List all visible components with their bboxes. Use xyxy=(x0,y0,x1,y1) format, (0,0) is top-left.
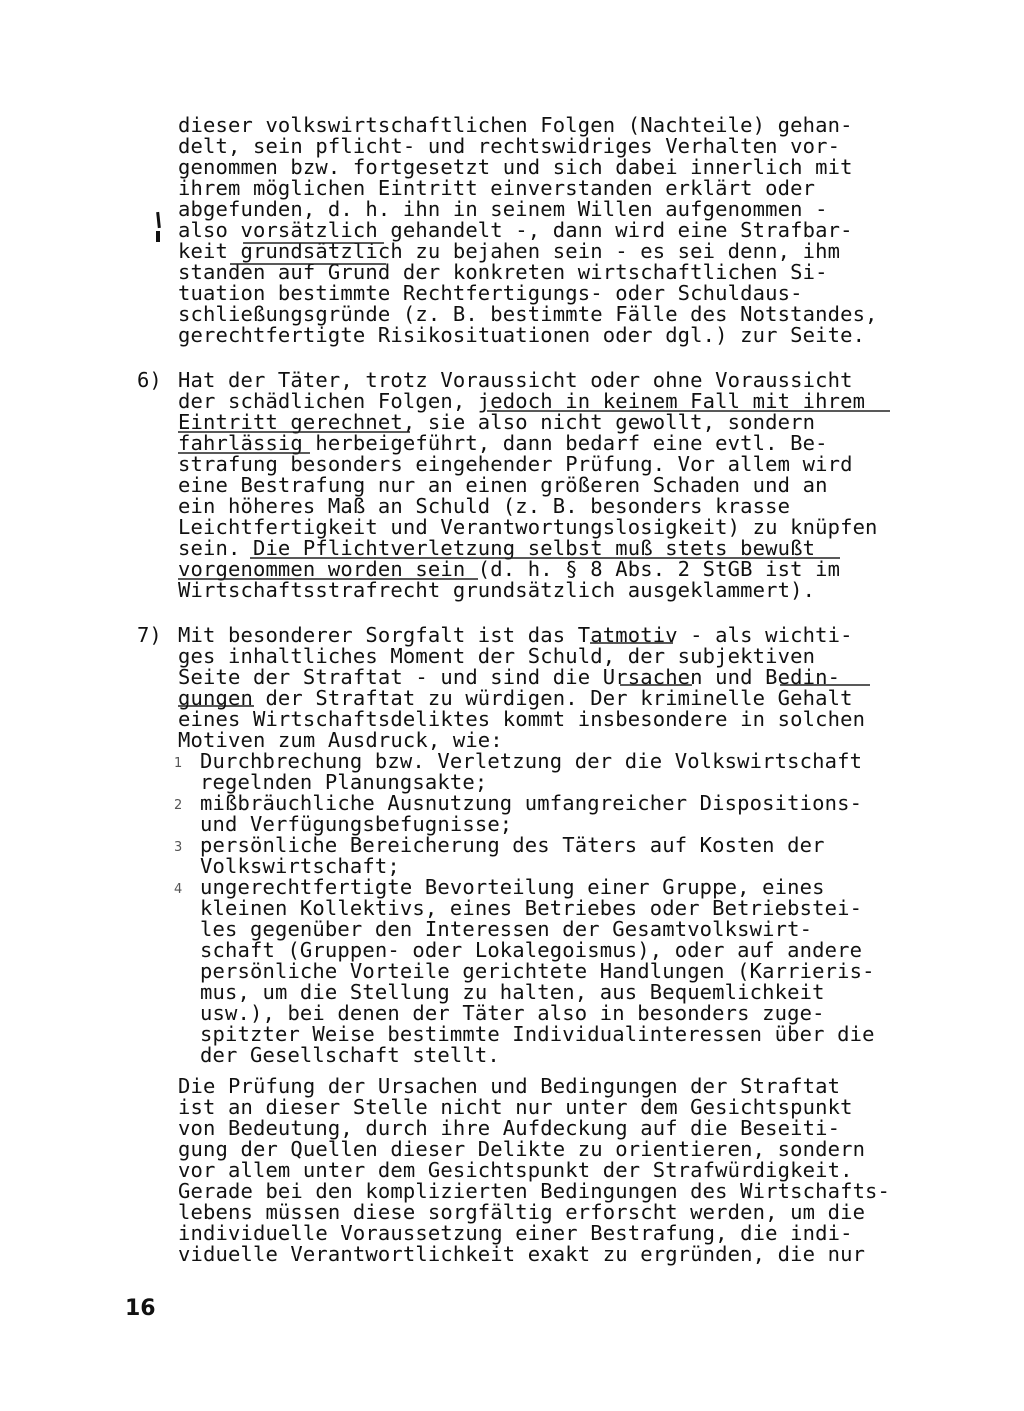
text-line: standen auf Grund der konkreten wirtschaftlichen Si- xyxy=(178,260,828,284)
text-line: der Gesellschaft stellt. xyxy=(200,1043,500,1067)
text-line: vorgenommen worden sein (d. h. § 8 Abs. 2 StGB ist im xyxy=(178,557,841,581)
text-line: Motiven zum Ausdruck, wie: xyxy=(178,728,503,752)
text-line: der schädlichen Folgen, jedoch in keinem Fall mit ihrem xyxy=(178,389,866,413)
text-line: delt, sein pflicht- und rechtswidriges Verhalten vor- xyxy=(178,134,841,158)
item-6-paragraph xyxy=(178,370,878,601)
text-line: Seite der Straftat - und sind die Ursachen und Bedin- xyxy=(178,665,841,689)
text-line: Eintritt gerechnet, sie also nicht gewollt, sondern xyxy=(178,410,816,434)
text-line: mißbräuchliche Ausnutzung umfangreicher Dispositions- xyxy=(200,791,863,815)
text-line: keit grundsätzlich zu bejahen sein - es sei denn, ihm xyxy=(178,239,841,263)
motive-item xyxy=(200,877,875,1066)
text-line: dieser volkswirtschaftlichen Folgen (Nachteile) gehan- xyxy=(178,113,853,137)
text-line: von Bedeutung, durch ihre Aufdeckung auf die Beseiti- xyxy=(178,1116,841,1140)
text-line: ist an dieser Stelle nicht nur unter dem Gesichtspunkt xyxy=(178,1095,853,1119)
handwritten-marker: 3 xyxy=(174,840,183,855)
text-line: Hat der Täter, trotz Voraussicht oder ohne Voraussicht xyxy=(178,368,853,392)
text-line: Mit besonderer Sorgfalt ist das Tatmotiv - als wichti- xyxy=(178,623,853,647)
text-line: individuelle Voraussetzung einer Bestrafung, die indi- xyxy=(178,1221,853,1245)
item-7-closing-paragraph xyxy=(178,1076,890,1265)
text-line: persönliche Bereicherung des Täters auf Kosten der xyxy=(200,833,825,857)
margin-stroke-mark xyxy=(156,212,161,228)
text-line: gungen der Straftat zu würdigen. Der kriminelle Gehalt xyxy=(178,686,853,710)
text-line: kleinen Kollektivs, eines Betriebes oder Betriebstei- xyxy=(200,896,863,920)
text-line: abgefunden, d. h. ihn in seinem Willen aufgenommen - xyxy=(178,197,828,221)
motive-item xyxy=(200,793,862,835)
handwritten-marker: 2 xyxy=(174,798,183,813)
handwritten-marker: 4 xyxy=(174,882,183,897)
text-line: spitzter Weise bestimmte Individualinteressen über die xyxy=(200,1022,875,1046)
text-line: Leichtfertigkeit und Verantwortungslosigkeit) zu knüpfen xyxy=(178,515,878,539)
text-line: eines Wirtschaftsdeliktes kommt insbesondere in solchen xyxy=(178,707,866,731)
text-line: viduelle Verantwortlichkeit exakt zu ergründen, die nur xyxy=(178,1242,866,1266)
text-line: usw.), bei denen der Täter also in besonders zuge- xyxy=(200,1001,825,1025)
text-line: also vorsätzlich gehandelt -, dann wird eine Strafbar- xyxy=(178,218,853,242)
item-7-number: 7) xyxy=(137,623,162,647)
text-line: eine Bestrafung nur an einen größeren Schaden und an xyxy=(178,473,828,497)
motive-item xyxy=(200,751,862,793)
text-line: sein. Die Pflichtverletzung selbst muß stets bewußt xyxy=(178,536,816,560)
text-line: Durchbrechung bzw. Verletzung der die Volkswirtschaft xyxy=(200,749,863,773)
text-line: Volkswirtschaft; xyxy=(200,854,400,878)
handwritten-marker: 1 xyxy=(174,756,183,771)
text-line: ges inhaltliches Moment der Schuld, der subjektiven xyxy=(178,644,816,668)
item-6-number: 6) xyxy=(137,368,162,392)
text-line: genommen bzw. fortgesetzt und sich dabei innerlich mit xyxy=(178,155,853,179)
text-line: vor allem unter dem Gesichtspunkt der Strafwürdigkeit. xyxy=(178,1158,853,1182)
text-line: und Verfügungsbefugnisse; xyxy=(200,812,513,836)
text-line: regelnden Planungsakte; xyxy=(200,770,488,794)
text-line: Die Prüfung der Ursachen und Bedingungen der Straftat xyxy=(178,1074,841,1098)
margin-stroke-mark xyxy=(156,231,160,242)
text-line: tuation bestimmte Rechtfertigungs- oder Schuldaus- xyxy=(178,281,803,305)
motive-item xyxy=(200,835,825,877)
text-line: strafung besonders eingehender Prüfung. Vor allem wird xyxy=(178,452,853,476)
text-line: schließungsgründe (z. B. bestimmte Fälle des Notstandes, xyxy=(178,302,878,326)
text-line: persönliche Vorteile gerichtete Handlungen (Karrieris- xyxy=(200,959,875,983)
page-number: 16 xyxy=(125,1296,156,1321)
text-line: lebens müssen diese sorgfältig erforscht werden, um die xyxy=(178,1200,866,1224)
text-line: ihrem möglichen Eintritt einverstanden erklärt oder xyxy=(178,176,816,200)
text-line: mus, um die Stellung zu halten, aus Bequemlichkeit xyxy=(200,980,825,1004)
text-line: ungerechtfertigte Bevorteilung einer Gruppe, eines xyxy=(200,875,825,899)
text-line: Gerade bei den komplizierten Bedingungen des Wirtschafts- xyxy=(178,1179,891,1203)
text-line: schaft (Gruppen- oder Lokalegoismus), oder auf andere xyxy=(200,938,863,962)
text-line: ein höheres Maß an Schuld (z. B. besonders krasse xyxy=(178,494,791,518)
text-line: gung der Quellen dieser Delikte zu orientieren, sondern xyxy=(178,1137,866,1161)
text-line: les gegenüber den Interessen der Gesamtvolkswirt- xyxy=(200,917,813,941)
item-7-paragraph xyxy=(178,625,865,751)
continuation-paragraph xyxy=(178,115,878,346)
text-line: Wirtschaftsstrafrecht grundsätzlich ausgeklammert). xyxy=(178,578,816,602)
text-line: fahrlässig herbeigeführt, dann bedarf eine evtl. Be- xyxy=(178,431,828,455)
text-line: gerechtfertigte Risikosituationen oder dgl.) zur Seite. xyxy=(178,323,866,347)
